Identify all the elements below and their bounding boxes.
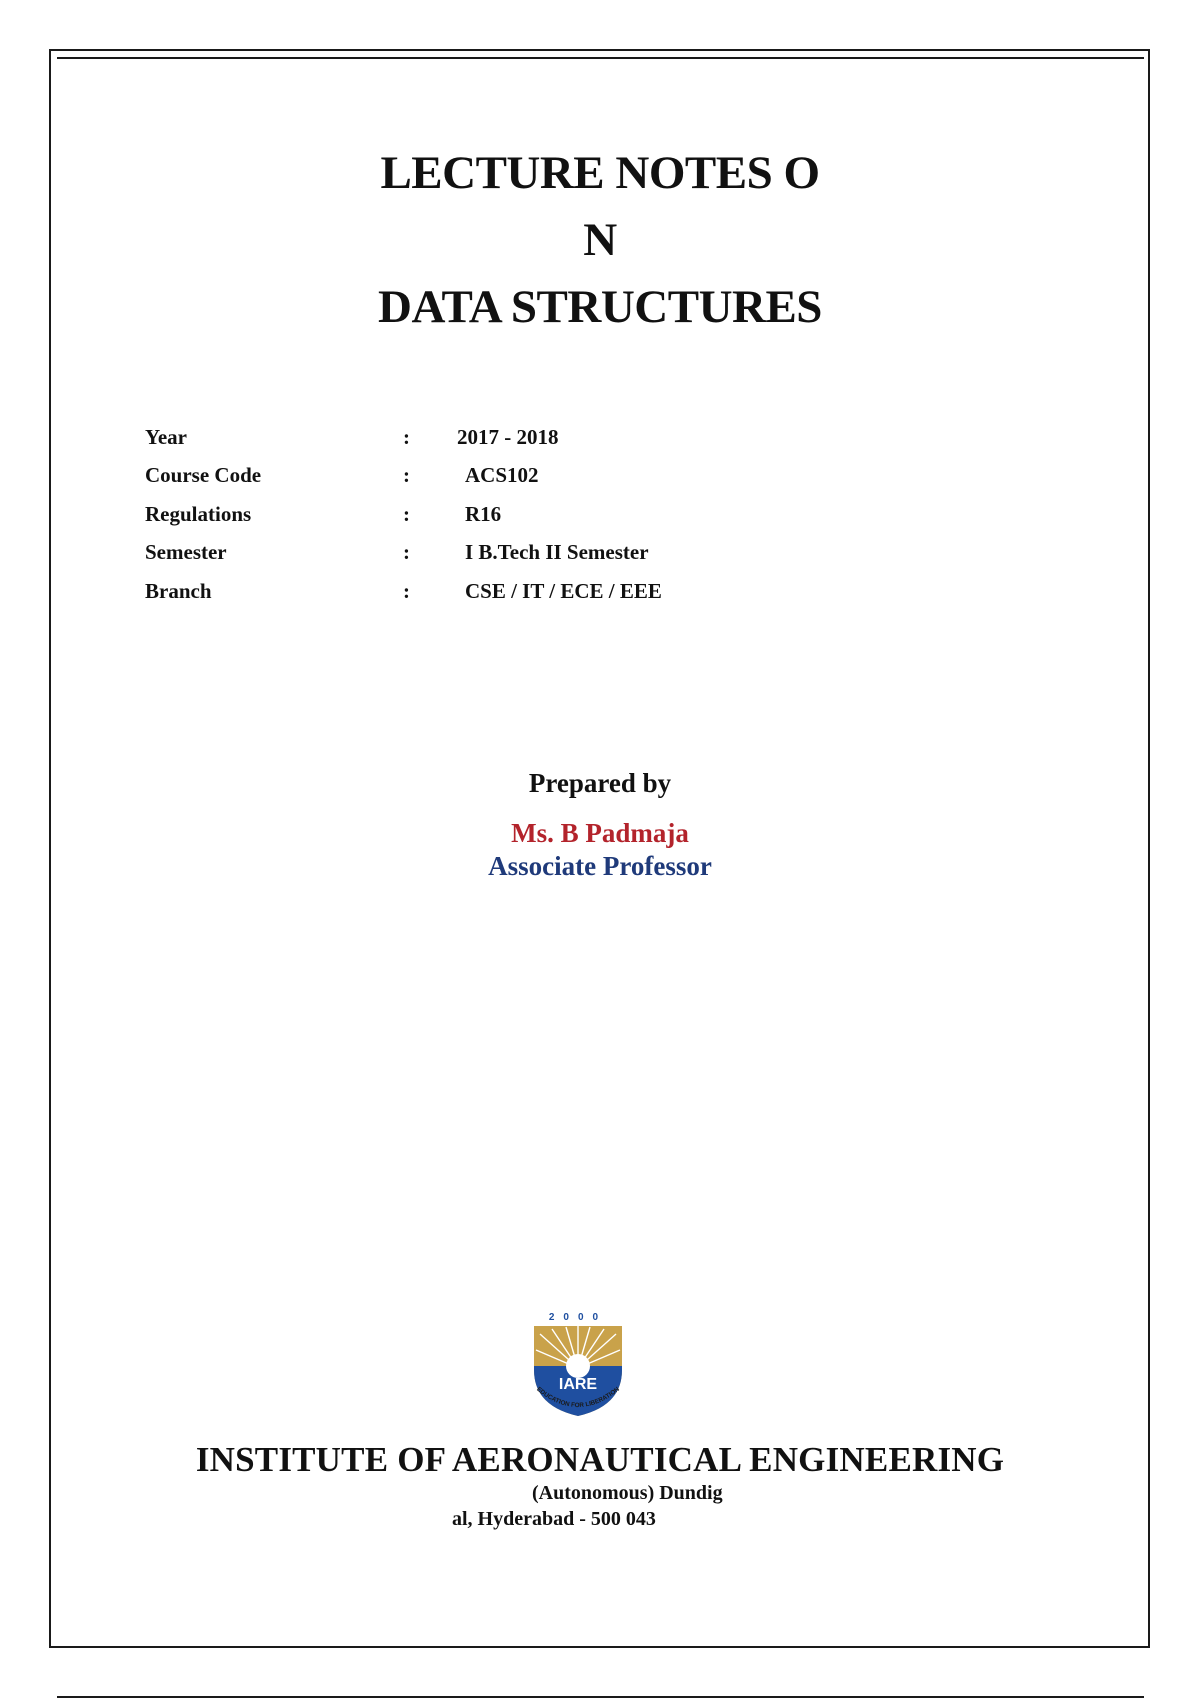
institute-address-line-1: (Autonomous) Dundig (532, 1482, 723, 1504)
document-title (300, 140, 900, 341)
info-label: Year (145, 424, 187, 449)
info-value: 2017 - 2018 (457, 424, 559, 449)
info-value: R16 (465, 501, 502, 526)
bottom-rule (57, 1696, 1144, 1698)
info-row-semester (145, 534, 662, 573)
info-row-regulations (145, 495, 662, 534)
title-line-2: N (583, 214, 617, 266)
title-line-1: LECTURE NOTES O (380, 147, 820, 199)
info-separator: : (403, 578, 410, 603)
info-label: Branch (145, 578, 212, 603)
author-designation: Associate Professor (488, 851, 712, 881)
institute-address-line-2: al, Hyderabad - 500 043 (452, 1508, 656, 1530)
logo-motto: EDUCATION FOR LIBERATION (535, 1385, 621, 1410)
info-row-course-code (145, 457, 662, 496)
prepared-by-heading: Prepared by (528, 768, 672, 798)
info-value: I B.Tech II Semester (465, 540, 649, 565)
top-double-rule (57, 57, 1144, 59)
info-separator: : (403, 424, 410, 449)
info-separator: : (403, 540, 410, 565)
info-value: ACS102 (465, 463, 539, 488)
info-row-branch (145, 572, 662, 611)
info-separator: : (403, 501, 410, 526)
info-value: CSE / IT / ECE / EEE (465, 578, 662, 603)
info-label: Regulations (145, 501, 252, 526)
info-label: Semester (145, 540, 227, 565)
author-name: Ms. B Padmaja (511, 818, 689, 848)
info-separator: : (403, 463, 410, 488)
logo-abbreviation: IARE (558, 1376, 598, 1393)
title-line-3: DATA STRUCTURES (378, 281, 822, 333)
institute-name: INSTITUTE OF AERONAUTICAL ENGINEERING (195, 1440, 1005, 1479)
info-row-year (145, 418, 662, 457)
iare-logo (526, 1310, 630, 1426)
logo-year-text: 2000 (548, 1312, 608, 1323)
course-info-table (145, 418, 662, 611)
info-label: Course Code (145, 463, 262, 488)
